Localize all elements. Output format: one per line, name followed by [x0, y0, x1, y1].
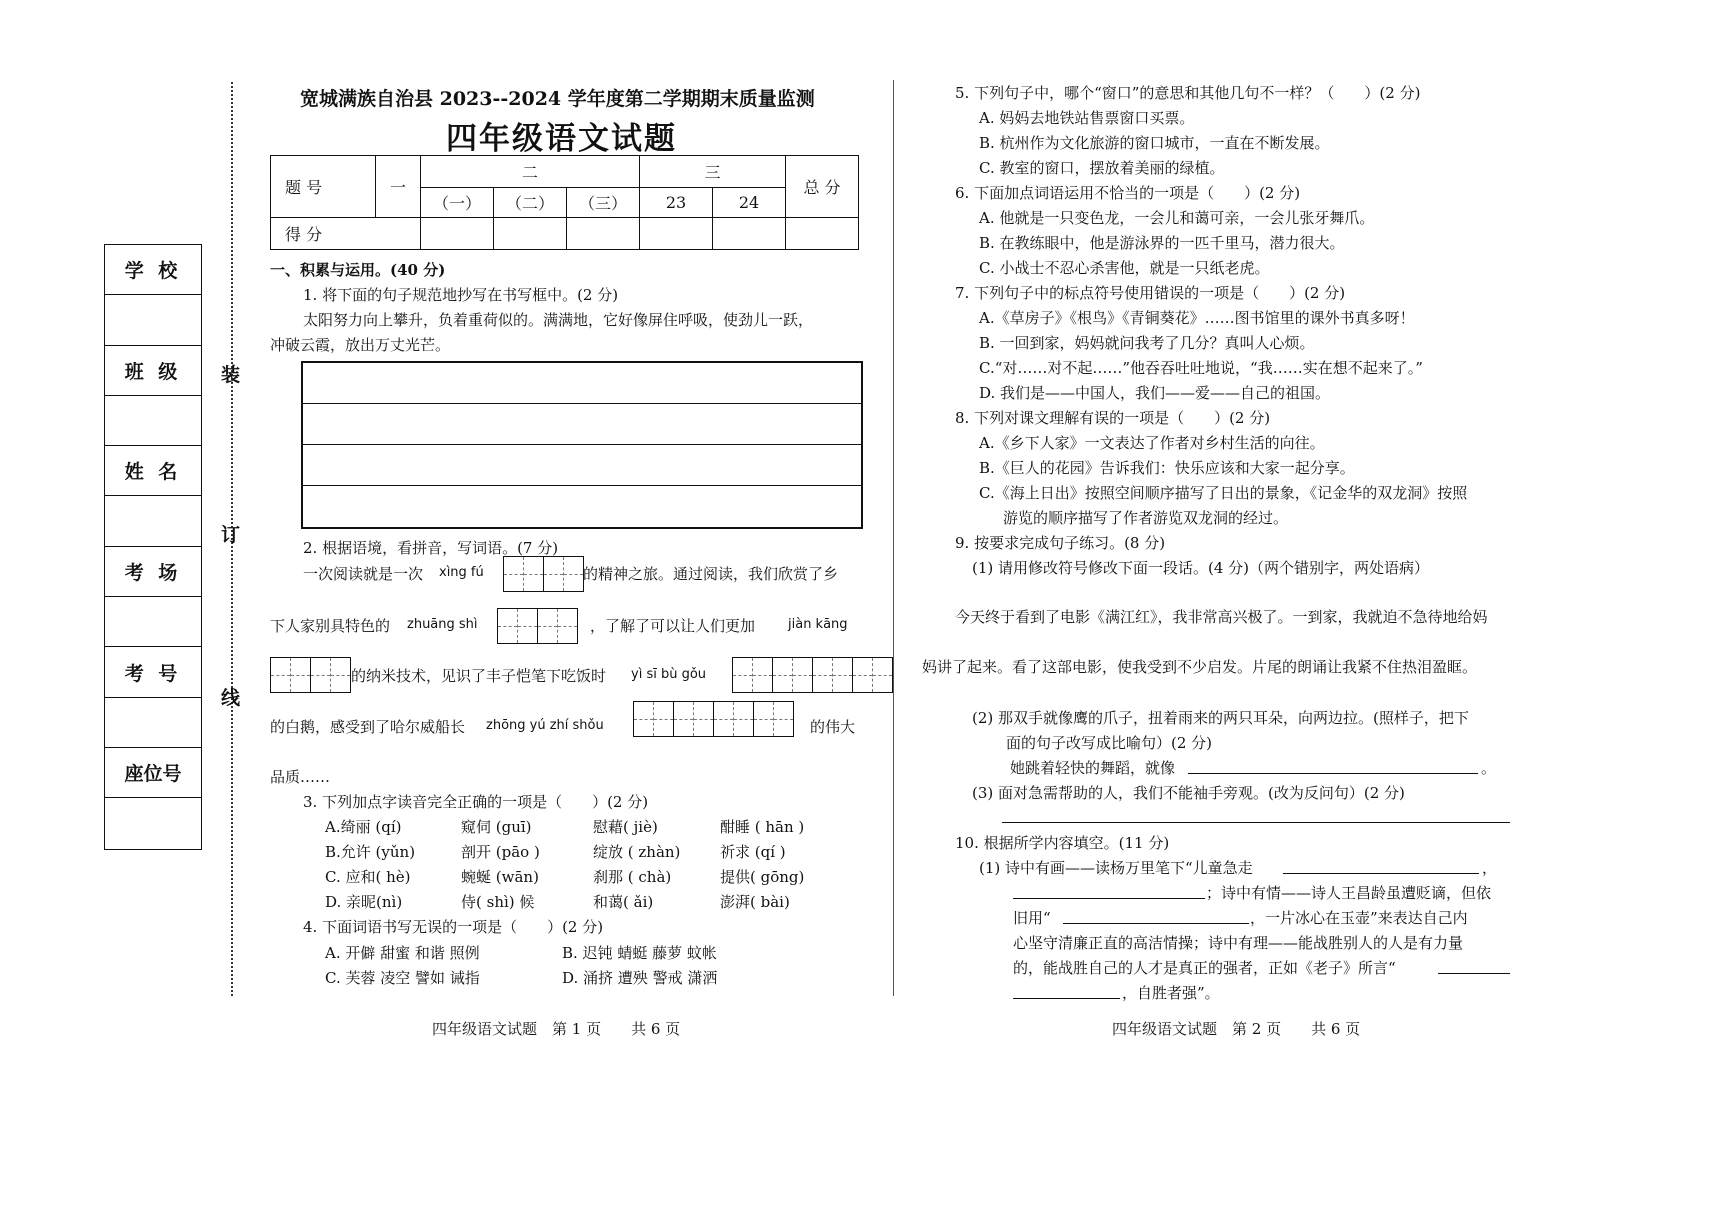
pinyin-4: yì sī bù gǒu — [631, 667, 707, 682]
question-3: 3. 下列加点字读音完全正确的一项是（ ）(2 分) — [303, 793, 649, 811]
question-1: 1. 将下面的句子规范地抄写在书写框中。(2 分) — [303, 286, 619, 304]
q6-option: A. 他就是一只变色龙，一会儿和蔼可亲，一会儿张牙舞爪。 — [979, 209, 1375, 227]
q10-part-1-f: ，自胜者强”。 — [1122, 984, 1220, 1002]
name-label: 姓 名 — [105, 446, 201, 496]
q3-option: 蜿蜒 (wān) — [461, 868, 539, 886]
answer-grid-5[interactable] — [633, 701, 794, 737]
q10-part-1-c1: 旧用“ — [1013, 909, 1051, 927]
col-one: 一 — [376, 156, 421, 218]
question-1-text-a: 太阳努力向上攀升，负着重荷似的。满满地，它好像屏住呼吸，使劲儿一跃， — [303, 311, 814, 329]
exam-number-field[interactable] — [105, 698, 201, 748]
q10-blank-3[interactable] — [1063, 923, 1249, 924]
score-label: 得 分 — [271, 218, 421, 250]
q3-option: 窥伺 (guī) — [461, 818, 532, 836]
q8-option: B.《巨人的花园》告诉我们：快乐应该和大家一起分享。 — [979, 459, 1355, 477]
q10-part-1-e: 的，能战胜自己的人才是真正的强者，正如《老子》所言“ — [1013, 959, 1396, 977]
sub-two-2: （二） — [494, 188, 567, 218]
q5-option: B. 杭州作为文化旅游的窗口城市，一直在不断发展。 — [979, 134, 1330, 152]
sub-two-3: （三） — [567, 188, 640, 218]
q4-option: C. 芙蓉 凌空 譬如 诫指 — [325, 969, 480, 987]
q3-option: 祈求 (qí ) — [720, 843, 786, 861]
q2-line-b1: 下人家别具特色的 — [270, 617, 391, 635]
q10-part-1-c2: ，一片冰心在玉壶”来表达自己内 — [1250, 909, 1468, 927]
q4-option: B. 迟钝 蜻蜓 藤萝 蚊帐 — [562, 944, 717, 962]
score-cell[interactable] — [494, 218, 567, 250]
seat-number-label: 座位号 — [105, 748, 201, 798]
q5-option: C. 教室的窗口，摆放着美丽的绿植。 — [979, 159, 1225, 177]
q3-option: 慰藉( jiè) — [593, 818, 658, 836]
answer-grid-1[interactable] — [503, 556, 584, 592]
seat-number-field[interactable] — [105, 798, 201, 847]
q9-part-1: (1) 请用修改符号修改下面一段话。(4 分)（两个错别字，两处语病） — [972, 559, 1430, 577]
question-2: 2. 根据语境，看拼音，写词语。(7 分) — [303, 539, 559, 557]
q10-part-1-d: 心坚守清廉正直的高洁情操；诗中有理——能战胜别人的人是有力量 — [1013, 934, 1464, 952]
q3-option: 绽放 ( zhàn) — [593, 843, 681, 861]
score-table — [270, 155, 859, 250]
q4-option: D. 涌挤 遭殃 警戒 潇洒 — [562, 969, 718, 987]
q10-part-1-a: (1) 诗中有画——读杨万里笔下“儿童急走 — [979, 859, 1253, 877]
q3-option: 侍( shì) 候 — [461, 893, 535, 911]
q8-option: C.《海上日出》按照空间顺序描写了日出的景象，《记金华的双龙洞》按照 — [979, 484, 1468, 502]
col-two: 二 — [421, 156, 640, 188]
q7-option: A.《草房子》《根鸟》《青铜葵花》……图书馆里的课外书真多呀！ — [979, 309, 1415, 327]
binding-word-ding: 订 — [221, 524, 241, 546]
q3-option: 刹那 ( chà) — [593, 868, 672, 886]
exam-room-field[interactable] — [105, 597, 201, 647]
q7-option: B. 一回到家，妈妈就问我考了几分？真叫人心烦。 — [979, 334, 1315, 352]
q9-part-3: (3) 面对急需帮助的人，我们不能袖手旁观。(改为反问句）(2 分) — [972, 784, 1405, 802]
q2-line-d1: 的白鹅，感受到了哈尔威船长 — [270, 718, 466, 736]
binding-word-zhuang: 装 — [221, 364, 241, 386]
pinyin-1: xìng fú — [439, 565, 484, 580]
q3-option: B.允许 (yǔn) — [325, 843, 416, 861]
school-field[interactable] — [105, 295, 201, 345]
q3-option: A.绮丽 (qí) — [325, 818, 402, 836]
q2-line-d2: 的伟大 — [810, 718, 856, 736]
exam-subtitle: 四年级语文试题 — [446, 121, 677, 157]
q2-line-e1: 品质…… — [270, 768, 331, 786]
q3-option: 和蔼( ǎi) — [593, 893, 654, 911]
page-2-footer: 四年级语文试题 第 2 页 共 6 页 — [1112, 1020, 1361, 1038]
q6-option: C. 小战士不忍心杀害他，就是一只纸老虎。 — [979, 259, 1270, 277]
copy-writing-box[interactable] — [301, 361, 863, 529]
score-cell[interactable] — [640, 218, 713, 250]
question-8: 8. 下列对课文理解有误的一项是（ ）(2 分) — [955, 409, 1271, 427]
q9-part-2-answer-line[interactable] — [1188, 773, 1478, 774]
score-cell[interactable] — [786, 218, 859, 250]
q9-part-3-answer-line[interactable] — [1002, 822, 1510, 823]
question-5: 5. 下列句子中，哪个“窗口”的意思和其他几句不一样？（ ）(2 分) — [955, 84, 1421, 102]
q8-option: A.《乡下人家》一文表达了作者对乡村生活的向往。 — [979, 434, 1325, 452]
q7-option: D. 我们是——中国人，我们——爱——自己的祖国。 — [979, 384, 1331, 402]
q9-part-2-c: 她跳着轻快的舞蹈，就像 — [1010, 759, 1176, 777]
q3-option: C. 应和( hè) — [325, 868, 411, 886]
question-10: 10. 根据所学内容填空。(11 分) — [955, 834, 1170, 852]
total-label: 总 分 — [786, 156, 859, 218]
q9-part-1-text-b: 妈讲了起来。看了这部电影，使我受到不少启发。片尾的朗诵让我紧不住热泪盈眶。 — [922, 658, 1478, 676]
q10-blank-4-cont[interactable] — [1013, 998, 1120, 999]
score-cell[interactable] — [713, 218, 786, 250]
question-number-label: 题 号 — [271, 156, 376, 218]
pinyin-5: zhōng yú zhí shǒu — [486, 718, 604, 733]
q2-line-b2: ，了解了可以让人们更加 — [590, 617, 756, 635]
sub-three-23: 23 — [640, 188, 713, 218]
q7-option: C.“对……对不起……”他吞吞吐吐地说，“我……实在想不起来了。” — [979, 359, 1423, 377]
q10-blank-4[interactable] — [1438, 973, 1510, 974]
section-1-heading: 一、积累与运用。(40 分) — [270, 261, 446, 279]
q3-option: D. 亲昵(nì) — [325, 893, 403, 911]
exam-room-label: 考 场 — [105, 547, 201, 597]
school-label: 学 校 — [105, 245, 201, 295]
exam-title: 宽城满族自治县 2023--2024 学年度第二学期期末质量监测 — [300, 88, 815, 110]
sub-two-1: （一） — [421, 188, 494, 218]
q6-option: B. 在教练眼中，他是游泳界的一匹千里马，潜力很大。 — [979, 234, 1345, 252]
pinyin-2: zhuāng shì — [407, 617, 478, 632]
q2-line-c1: 的纳米技术，见识了丰子恺笔下吃饭时 — [351, 667, 607, 685]
q3-option: 提供( gōng) — [720, 868, 805, 886]
score-cell[interactable] — [567, 218, 640, 250]
score-cell[interactable] — [421, 218, 494, 250]
q4-option: A. 开僻 甜蜜 和谐 照例 — [325, 944, 480, 962]
page-divider — [893, 80, 894, 996]
name-field[interactable] — [105, 496, 201, 546]
q10-blank-2[interactable] — [1013, 898, 1205, 899]
question-1-text-b: 冲破云霞，放出万丈光芒。 — [270, 336, 451, 354]
answer-grid-3[interactable] — [270, 657, 351, 693]
question-4: 4. 下面词语书写无误的一项是（ ）(2 分) — [303, 918, 604, 936]
student-info-box — [104, 244, 202, 850]
period: 。 — [1481, 759, 1497, 777]
class-field[interactable] — [105, 396, 201, 446]
q2-line-a1: 一次阅读就是一次 — [303, 565, 424, 583]
binding-word-xian: 线 — [221, 687, 241, 709]
q3-option: 澎湃( bài) — [720, 893, 790, 911]
q3-option: 酣睡 ( hān ) — [720, 818, 805, 836]
answer-grid-4[interactable] — [732, 657, 893, 693]
comma: ， — [1482, 859, 1498, 877]
sub-three-24: 24 — [713, 188, 786, 218]
q9-part-2: (2) 那双手就像鹰的爪子，扭着雨来的两只耳朵，向两边拉。(照样子，把下 — [972, 709, 1469, 727]
page-1-footer: 四年级语文试题 第 1 页 共 6 页 — [432, 1020, 681, 1038]
q10-blank-1[interactable] — [1283, 873, 1479, 874]
question-6: 6. 下面加点词语运用不恰当的一项是（ ）(2 分) — [955, 184, 1301, 202]
q3-option: 剖开 (pāo ) — [461, 843, 540, 861]
col-three: 三 — [640, 156, 786, 188]
q8-option-cont: 游览的顺序描写了作者游览双龙洞的经过。 — [1003, 509, 1289, 527]
answer-grid-2[interactable] — [497, 608, 578, 644]
question-7: 7. 下列句子中的标点符号使用错误的一项是（ ）(2 分) — [955, 284, 1346, 302]
q9-part-1-text-a: 今天终于看到了电影《满江红》，我非常高兴极了。一到家，我就迫不急待地给妈 — [955, 608, 1488, 626]
pinyin-3: jiàn kāng — [788, 617, 848, 632]
class-label: 班 级 — [105, 346, 201, 396]
question-9: 9. 按要求完成句子练习。(8 分) — [955, 534, 1166, 552]
q5-option: A. 妈妈去地铁站售票窗口买票。 — [979, 109, 1195, 127]
q9-part-2-b: 面的句子改写成比喻句）(2 分) — [1006, 734, 1213, 752]
exam-number-label: 考 号 — [105, 647, 201, 697]
q10-part-1-b: ；诗中有情——诗人王昌龄虽遭贬谪，但依 — [1206, 884, 1492, 902]
q2-line-a2: 的精神之旅。通过阅读，我们欣赏了乡 — [583, 565, 839, 583]
